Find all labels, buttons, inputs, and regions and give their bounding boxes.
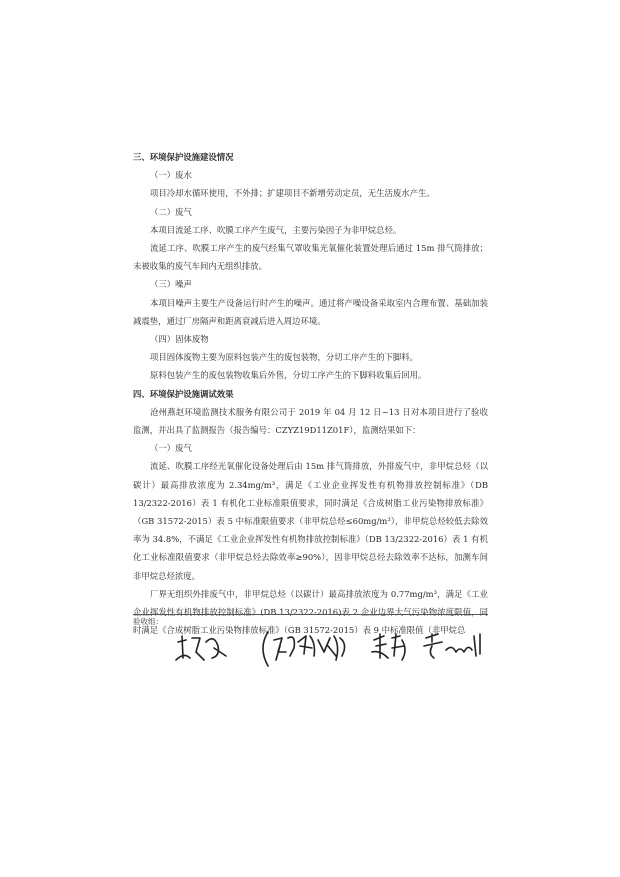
paragraph-exhaust-source: 本项目流延工序、吹膜工序产生废气，主要污染因子为非甲烷总烃。 xyxy=(150,224,402,235)
subheading-solid-waste: （四）固体废物 xyxy=(150,334,209,345)
document-body xyxy=(133,148,488,639)
paragraph-organized-emission: 流延、吹膜工序经光氧催化设备处理后由 15m 排气筒排放，外排废气中，非甲烷总烃（以碳计）最高排放浓度为 2.34mg/m³，满足《工业企业挥发性有机物排放控制标准》（DB 13/2322-2016）表 1 有机化工业标准限值要求，同时满足《合成树脂工业污染物排放标准》（GB 31572-2015）表 5 中标准限值要求（非甲烷总烃≤60mg/m³），非甲烷总烃较低去除效率为 34.8%，不满足《工业企业挥发性有机物排放控制标准》（DB 13/2322-2016）表 1 有机化工业标准限值要求（非甲烷总烃去除效率≥90%），因非甲烷总烃去除效率不达标，加测车间非甲烷总烃浓度。 xyxy=(133,461,488,581)
section-heading-4: 四、环境保护设施调试效果 xyxy=(133,388,234,399)
subheading-exhaust-gas: （二）废气 xyxy=(150,206,192,217)
signature-1 xyxy=(176,636,226,660)
signature-divider xyxy=(133,614,488,615)
paragraph-exhaust-treatment: 流延工序、吹膜工序产生的废气经集气罩收集光氧催化装置处理后通过 15m 排气筒排放；未被收集的废气车间内无组织排放。 xyxy=(133,243,488,272)
handwritten-signatures xyxy=(170,622,500,672)
paragraph-solid-waste-source: 项目固体废物主要为原料包装产生的废包装物，分切工序产生的下脚料。 xyxy=(150,352,418,363)
paragraph-noise: 本项目噪声主要生产设备运行时产生的噪声。通过将产噪设备采取室内合理布置、基础加装减震垫，通过厂房隔声和距离衰减后进入周边环境。 xyxy=(133,297,488,326)
subheading-noise: （三）噪声 xyxy=(150,279,192,290)
signature-area xyxy=(170,622,500,672)
signature-2 xyxy=(263,632,345,666)
paragraph-solid-waste-handling: 原料包装产生的废包装物收集后外售，分切工序产生的下脚料收集后回用。 xyxy=(150,370,427,381)
section-heading-3: 三、环境保护设施建设情况 xyxy=(133,152,234,162)
paragraph-wastewater: 项目冷却水循环使用，不外排；扩建项目不新增劳动定员，无生活废水产生。 xyxy=(150,188,435,199)
acceptance-group-label: 验收组： xyxy=(133,617,163,626)
paragraph-monitoring-intro: 沧州燕赵环境监测技术服务有限公司于 2019 年 04 月 12 日~13 日对本项目进行了验收监测，并出具了监测报告（报告编号：CZYZ19D11Z01F），监测结果如下： xyxy=(133,406,488,436)
subheading-exhaust-results: （一）废气 xyxy=(150,443,192,454)
signature-3 xyxy=(372,634,405,660)
subheading-wastewater: （一）废水 xyxy=(150,170,192,181)
signature-4 xyxy=(424,634,480,658)
paragraph-fugitive-emission: 厂界无组织外排废气中，非甲烷总烃（以碳计）最高排放浓度为 0.77mg/m³，满足《工业企业挥发性有机物排放控制标准》(DB 13/2322-2016)表 2 企业边界大气污染物浓度限值，同时满足《合成树脂工业污染物排放标准》（GB 31572-2015）表 9 中标准限值（非甲烷总 xyxy=(133,588,488,636)
